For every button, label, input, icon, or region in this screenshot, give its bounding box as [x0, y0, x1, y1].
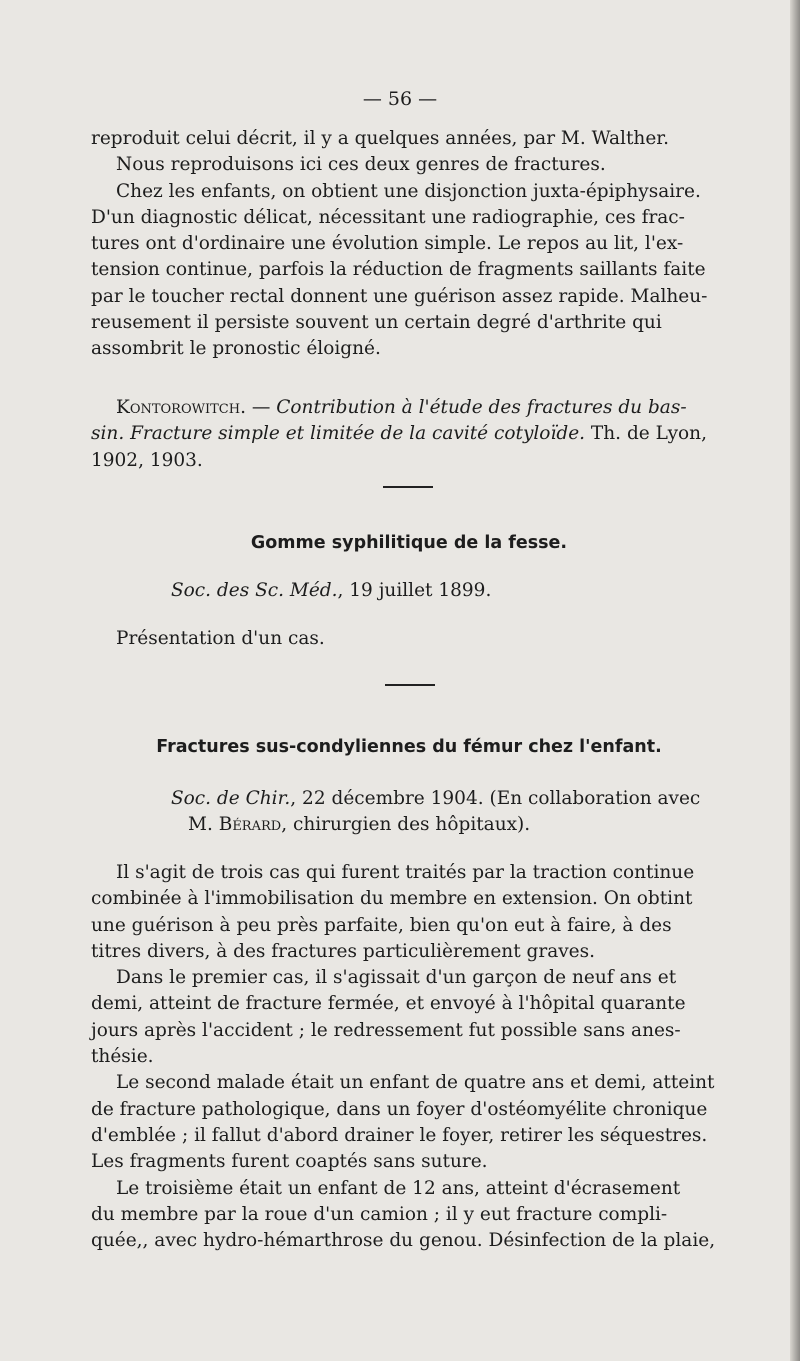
text-line: Dans le premier cas, il s'agissait d'un garçon de neuf ans et: [116, 967, 677, 989]
reference-title-1: Contribution à l'étude des fractures du bas-: [276, 397, 687, 418]
section3-source-suffix: , chirurgien des hôpitaux).: [281, 814, 531, 836]
text-line: tures ont d'ordinaire une évolution simple. Le repos au lit, l'ex-: [91, 233, 684, 255]
section3-source-journal: Soc. de Chir.: [171, 788, 291, 809]
section2-block: [91, 530, 727, 556]
text-line: jours après l'accident ; le redressement fut possible sans anes-: [91, 1019, 681, 1041]
section2-source-journal: Soc. des Sc. Méd.: [171, 580, 338, 601]
text-line: de fracture pathologique, dans un foyer d'ostéomyélite chronique: [91, 1098, 708, 1120]
section2-text-line: Présentation d'un cas.: [116, 628, 325, 649]
section3-source-prefix: M.: [188, 814, 219, 836]
text-line: reproduit celui décrit, il y a quelques années, par M. Walther.: [91, 128, 669, 149]
text-line: Il s'agit de trois cas qui furent traités par la traction continue: [116, 862, 695, 883]
section2-text: [91, 626, 727, 652]
text-line: quée,, avec hydro-hémarthrose du genou. Désinfection de la plaie,: [91, 1230, 716, 1252]
text-line: combinée à l'immobilisation du membre en extension. On obtint: [91, 888, 693, 910]
text-line: demi, atteint de fracture fermée, et envoyé à l'hôpital quarante: [91, 993, 686, 1015]
section2-source: [91, 578, 727, 604]
reference-title-2: sin. Fracture simple et limitée de la cavité cotyloïde.: [91, 423, 586, 445]
section-divider: [385, 684, 435, 686]
section2-source-date: , 19 juillet 1899.: [337, 580, 492, 601]
text-line: une guérison à peu près parfaite, bien qu'on eut à faire, à des: [91, 914, 672, 936]
text-line: Le troisième était un enfant de 12 ans, atteint d'écrasement: [116, 1177, 681, 1199]
reference-author: Kontorowitch.: [116, 397, 246, 418]
section3-source-line-1: [91, 786, 727, 812]
text-line: d'emblée ; il fallut d'abord drainer le foyer, retirer les séquestres.: [91, 1124, 708, 1146]
text-line: Le second malade était un enfant de quatre ans et demi, atteint: [116, 1072, 715, 1094]
section3-block: [91, 734, 727, 760]
text-line: thésie.: [91, 1046, 154, 1068]
reference-line-3: 1902, 1903.: [91, 449, 203, 471]
section3-heading: Fractures sus-condyliennes du fémur chez l'enfant.: [156, 737, 662, 757]
section3-source-date: , 22 décembre 1904. (En collaboration avec: [290, 788, 701, 809]
section-divider: [383, 486, 433, 488]
text-line: Nous reproduisons ici ces deux genres de fractures.: [116, 154, 606, 176]
page-edge-shadow: [790, 0, 800, 1361]
reference-dash: —: [245, 397, 277, 418]
text-line: Les fragments furent coaptés sans suture.: [91, 1151, 488, 1173]
reference-block: [91, 395, 727, 474]
text-line: assombrit le pronostic éloigné.: [91, 338, 381, 360]
reference-line-2: [91, 421, 727, 447]
text-line: D'un diagnostic délicat, nécessitant une radiographie, ces frac-: [91, 206, 685, 228]
collaborator-name: Bérard: [218, 814, 282, 836]
text-line: du membre par la roue d'un camion ; il y eut fracture compli-: [91, 1203, 668, 1225]
text-line: reusement il persiste souvent un certain degré d'arthrite qui: [91, 312, 662, 334]
text-line: titres divers, à des fractures particulièrement graves.: [91, 940, 596, 962]
text-line: par le toucher rectal donnent une guérison assez rapide. Malheu-: [91, 285, 708, 307]
section3-body: [91, 860, 727, 1254]
section3-source: [91, 786, 727, 839]
reference-tail: Th. de Lyon,: [585, 423, 707, 445]
text-line: Chez les enfants, on obtient une disjonction juxta-épiphysaire.: [116, 180, 701, 202]
section1-block: [91, 126, 727, 363]
page-number: — 56 —: [362, 88, 438, 110]
reference-line-1: [91, 395, 727, 421]
text-line: tension continue, parfois la réduction de fragments saillants faite: [91, 259, 706, 281]
section2-heading: Gomme syphilitique de la fesse.: [250, 533, 568, 553]
section3-source-line-2: [91, 812, 727, 838]
section2-source-line: [91, 578, 727, 604]
